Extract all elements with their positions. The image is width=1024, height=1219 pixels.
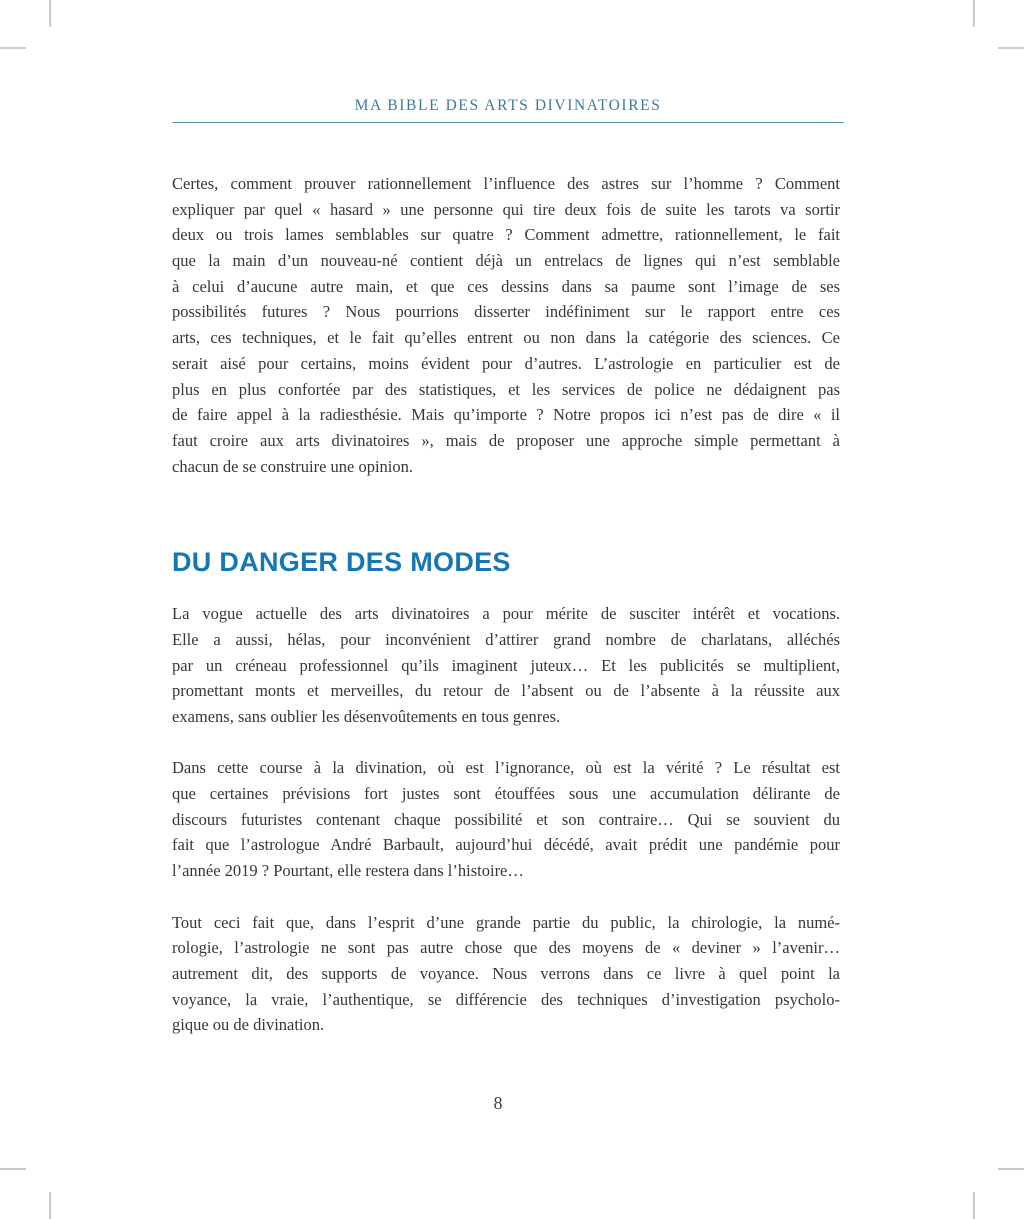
text-line: à celui d’aucune autre main, et que ces dessins dans sa paume sont l’image de ses (172, 276, 840, 296)
crop-mark-top-right-vertical (973, 0, 975, 27)
crop-mark-bottom-right-horizontal (998, 1168, 1024, 1170)
text-line: possibilités futures ? Nous pourrions disserter indéfiniment sur le rapport entre ces (172, 302, 840, 322)
text-line: que la main d’un nouveau-né contient déjà un entrelacs de lignes qui n’est semblable (172, 251, 840, 271)
text-line: l’année 2019 ? Pourtant, elle restera dans l’histoire… (172, 861, 524, 881)
text-line: Elle a aussi, hélas, pour inconvénient d’attirer grand nombre de charlatans, alléchés (172, 629, 840, 649)
text-line: voyance, la vraie, l’authentique, se différencie des techniques d’investigation psycholo- (172, 989, 840, 1009)
running-header (172, 96, 844, 123)
text-line: de faire appel à la radiesthésie. Mais qu’importe ? Notre propos ici n’est pas de dire « il (172, 405, 840, 425)
text-line: faut croire aux arts divinatoires », mais de proposer une approche simple permettant à (172, 430, 840, 450)
text-line: chacun de se construire une opinion. (172, 456, 414, 476)
text-line: rologie, l’astrologie ne sont pas autre chose que des moyens de « deviner » l’avenir… (172, 938, 840, 958)
intro-paragraphs (172, 171, 840, 479)
text-line: Tout ceci fait que, dans l’esprit d’une grande partie du public, la chirologie, la numé- (172, 912, 840, 932)
text-line: fait que l’astrologue André Barbault, aujourd’hui décédé, avait prédit une pandémie pour (172, 835, 840, 855)
crop-mark-bottom-right-vertical (973, 1192, 975, 1219)
text-line: promettant monts et merveilles, du retour de l’absent ou de l’absente à la réussite aux (172, 681, 840, 701)
text-line: serait aisé pour certains, moins évident pour d’autres. L’astrologie en particulier est de (172, 353, 840, 373)
text-line: gique ou de divination. (172, 1015, 325, 1035)
crop-mark-top-left-horizontal (0, 47, 26, 49)
text-line: deux ou trois lames semblables sur quatre ? Comment admettre, rationnellement, le fait (172, 225, 840, 245)
text-line: plus en plus confortée par des statistiques, et les services de police ne dédaignent pas (172, 379, 840, 399)
paragraph (172, 910, 840, 1038)
text-line: Dans cette course à la divination, où est l’ignorance, où est la vérité ? Le résultat est (172, 758, 840, 778)
text-line: discours futuristes contenant chaque possibilité et son contraire… Qui se souvient du (172, 809, 840, 829)
running-header-title: MA BIBLE DES ARTS DIVINATOIRES (354, 97, 662, 114)
header-rule (172, 122, 844, 123)
page-content (172, 171, 840, 1038)
text-line: arts, ces techniques, et le fait qu’elles entrent ou non dans la catégorie des sciences. Ce (172, 328, 840, 348)
crop-mark-top-right-horizontal (998, 47, 1024, 49)
crop-mark-bottom-left-vertical (49, 1192, 51, 1219)
text-line: que certaines prévisions fort justes sont étouffées sous une accumulation délirante de (172, 784, 840, 804)
page-number: 8 (493, 1093, 503, 1113)
text-line: autrement dit, des supports de voyance. Nous verrons dans ce livre à quel point la (172, 963, 840, 983)
page-footer (164, 1091, 832, 1115)
text-line: La vogue actuelle des arts divinatoires a pour mérite de susciter intérêt et vocations. (172, 604, 840, 624)
section-heading: DU DANGER DES MODES (172, 547, 511, 578)
paragraph (172, 601, 840, 729)
section-paragraphs (172, 601, 840, 1038)
text-line: par un créneau professionnel qu’ils imaginent juteux… Et les publicités se multiplient, (172, 655, 840, 675)
crop-mark-bottom-left-horizontal (0, 1168, 26, 1170)
text-line: Certes, comment prouver rationnellement l’influence des astres sur l’homme ? Comment (172, 174, 840, 193)
text-line: expliquer par quel « hasard » une personne qui tire deux fois de suite les tarots va sortir (172, 199, 840, 219)
paragraph (172, 755, 840, 883)
paragraph (172, 171, 840, 479)
crop-mark-top-left-vertical (49, 0, 51, 27)
text-line: examens, sans oublier les désenvoûtements en tous genres. (172, 707, 561, 726)
